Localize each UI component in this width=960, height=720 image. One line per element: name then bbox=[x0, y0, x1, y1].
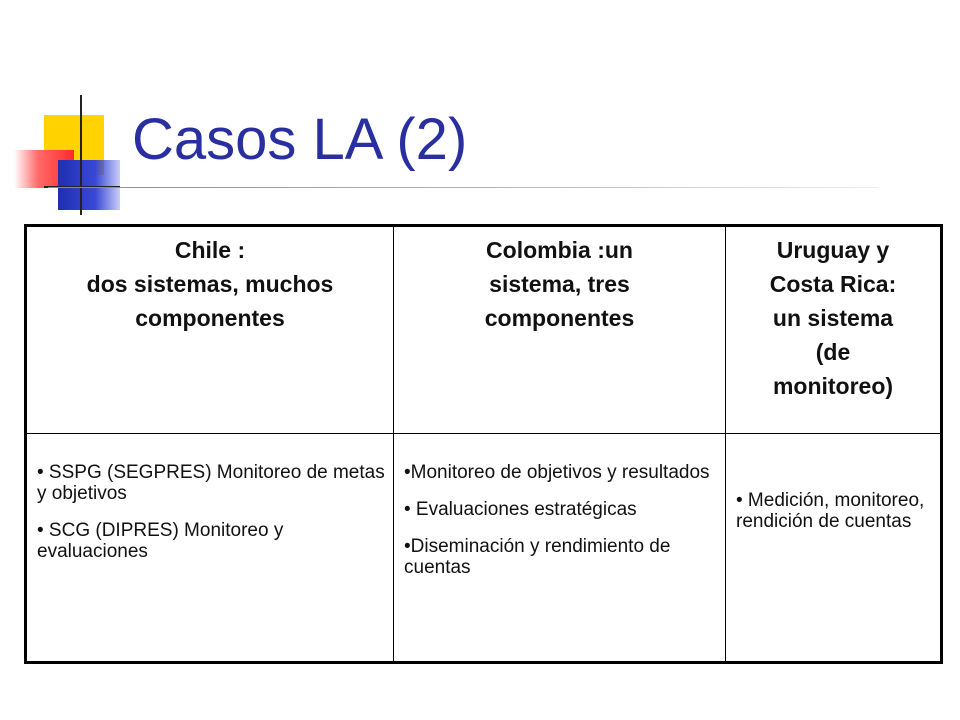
title-rule bbox=[48, 187, 878, 188]
header-line: Chile : bbox=[174, 237, 246, 263]
table-header-row bbox=[26, 226, 942, 434]
cell-colombia bbox=[394, 434, 726, 663]
bullet-item: • SCG (DIPRES) Monitoreo y evaluaciones bbox=[37, 520, 284, 562]
comparison-table bbox=[24, 224, 943, 664]
header-line: Colombia :un bbox=[486, 237, 633, 263]
header-line: monitoreo) bbox=[772, 373, 894, 399]
header-line: sistema, tres bbox=[489, 271, 630, 297]
header-line: componentes bbox=[135, 305, 285, 331]
header-line: Uruguay y bbox=[776, 237, 890, 263]
header-colombia bbox=[394, 226, 726, 434]
slide-title: Casos LA (2) bbox=[132, 107, 468, 172]
header-chile bbox=[26, 226, 394, 434]
cell-uruguay-costa-rica bbox=[726, 434, 942, 663]
header-line: dos sistemas, muchos bbox=[86, 271, 334, 297]
bullet-item: •Diseminación y rendimiento de cuentas bbox=[404, 536, 671, 578]
bullet-item: • SSPG (SEGPRES) Monitoreo de metas y objetivos bbox=[37, 462, 385, 504]
bullet-item: • Medición, monitoreo, rendición de cuentas bbox=[736, 490, 925, 532]
header-line: (de bbox=[815, 339, 851, 365]
bullet-item: •Monitoreo de objetivos y resultados bbox=[404, 462, 710, 483]
header-line: un sistema bbox=[772, 305, 894, 331]
cell-chile bbox=[26, 434, 394, 663]
table-body-row bbox=[26, 434, 942, 663]
decorative-blue-square bbox=[58, 160, 120, 210]
decorative-vertical-line bbox=[80, 95, 82, 215]
header-uruguay-costa-rica bbox=[726, 226, 942, 434]
header-line: Costa Rica: bbox=[769, 271, 897, 297]
header-line: componentes bbox=[484, 305, 635, 331]
bullet-item: • Evaluaciones estratégicas bbox=[404, 499, 637, 520]
